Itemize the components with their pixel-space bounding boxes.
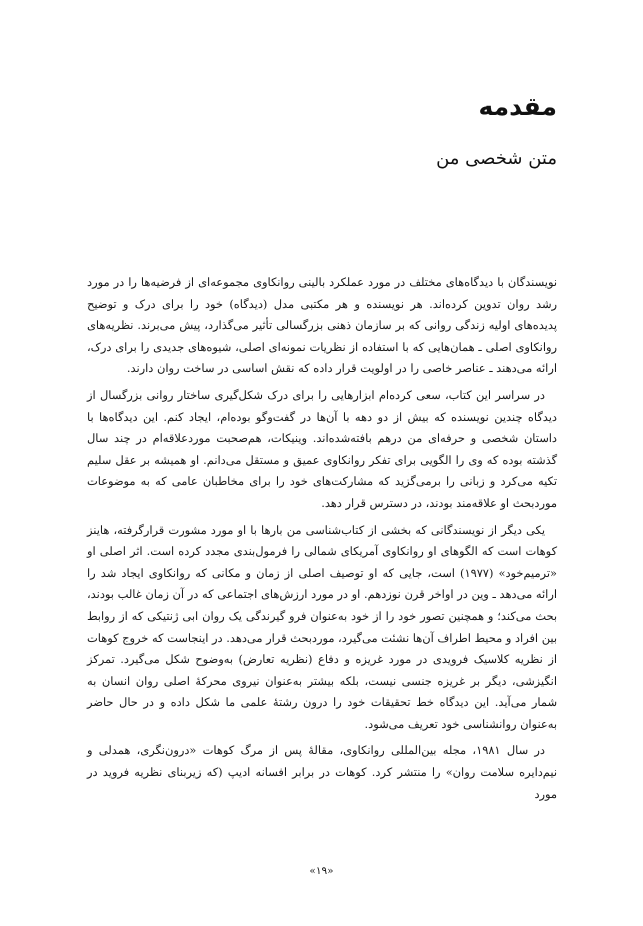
paragraph: در سال ۱۹۸۱، مجله بین‌المللی روانکاوی، مقالهٔ پس از مرگ کوهات «درون‌نگری، همدلی و نیم‌دایره سلامت روان» را منتشر کرد. کوهات در برابر افسانه ادیپ (که زیربنای نظریه فروید در مورد [87,743,557,801]
paragraph: یکی دیگر از نویسندگانی که بخشی از کتاب‌شناسی من بارها با او مورد مشورت قرارگرفته، هاینز کوهات است که الگوهای او روانکاوی آمریکای شمالی را فرمول‌بندی مجدد کرده است. اثر اصلی او «ترمیم‌خود» (۱۹۷۷) است، جایی که او توصیف اصلی از زمان و مکانی که روانکاوی ایجاد شد را ارائه می‌دهد ـ وین در اواخر قرن نوزدهم. او در مورد ارزش‌های اجتماعی که در آن زمان غالب بودند، بحث می‌کند؛ و همچنین تصور خود را از خود به‌عنوان فرو گیرندگی یک روان ابی ژنتیکی که از روابط بین افراد و محیط اطراف آن‌ها نشئت می‌گیرد، موردبحث قرار می‌دهد. در اینجاست که خروج کوهات از نظریه کلاسیک فرویدی در مورد غریزه و دفاع (نظریه تعارض) به‌وضوح شکل می‌گیرد. تمرکز انگیزشی، دیگر بر غریزه جنسی نیست، بلکه بیشتر به‌عنوان نیروی محرکهٔ اصلی روان انسان به شمار می‌آید. این دیدگاه خط تحقیقات خود را درون رشتهٔ علمی ما شکل داده و در حال حاضر به‌عنوان روانشناسی خود تعریف می‌شود. [87,522,557,731]
paragraph: نویسندگان با دیدگاه‌های مختلف در مورد عملکرد بالینی روانکاوی مجموعه‌ای از فرضیه‌ها را در مورد رشد روان تدوین کرده‌اند. هر نویسنده و هر مکتبی مدل (دیدگاه) خود را برای درک و توضیح پدیده‌های اولیه زندگی روانی که بر سازمان ذهنی بزرگسالی تأثیر می‌گذارد، پیش می‌برند. نظریه‌های روانکاوی اصلی ـ همان‌هایی که با استفاده از نظریات نمونه‌ای اصلی، شیوه‌های جدیدی را برای درک، ارائه می‌دهند ـ عناصر خاصی را در اولویت قرار داده که نقش اساسی در ساخت روان دارند. [87,275,557,376]
chapter-title: مقدمه [478,92,557,121]
body-text [87,272,557,810]
page-number: «۱۹» [309,865,334,877]
paragraph: در سراسر این کتاب، سعی کرده‌ام ابزارهایی را برای درک شکل‌گیری ساختار روانی بزرگسال از دیدگاه چندین نویسنده که بیش از دو دهه با آن‌ها در گفت‌وگو بوده‌ام، ایجاد کنم. این دیدگاه‌ها با داستان شخصی و حرفه‌ای من درهم بافته‌شده‌اند. وینیکات، هم‌صحبت موردعلاقه‌ام در چند سال گذشته بوده که وی را الگویی برای تفکر روانکاوی عمیق و مستقل می‌دانم. او همیشه بر عقل سلیم تکیه می‌کرد و زبانی را برمی‌گزید که مشارکت‌های خود را برای مخاطبان عامی که به موضوعات موردبحث او علاقه‌مند بودند، در دسترس قرار دهد. [87,387,557,510]
chapter-subtitle: متن شخصی من [436,148,557,169]
